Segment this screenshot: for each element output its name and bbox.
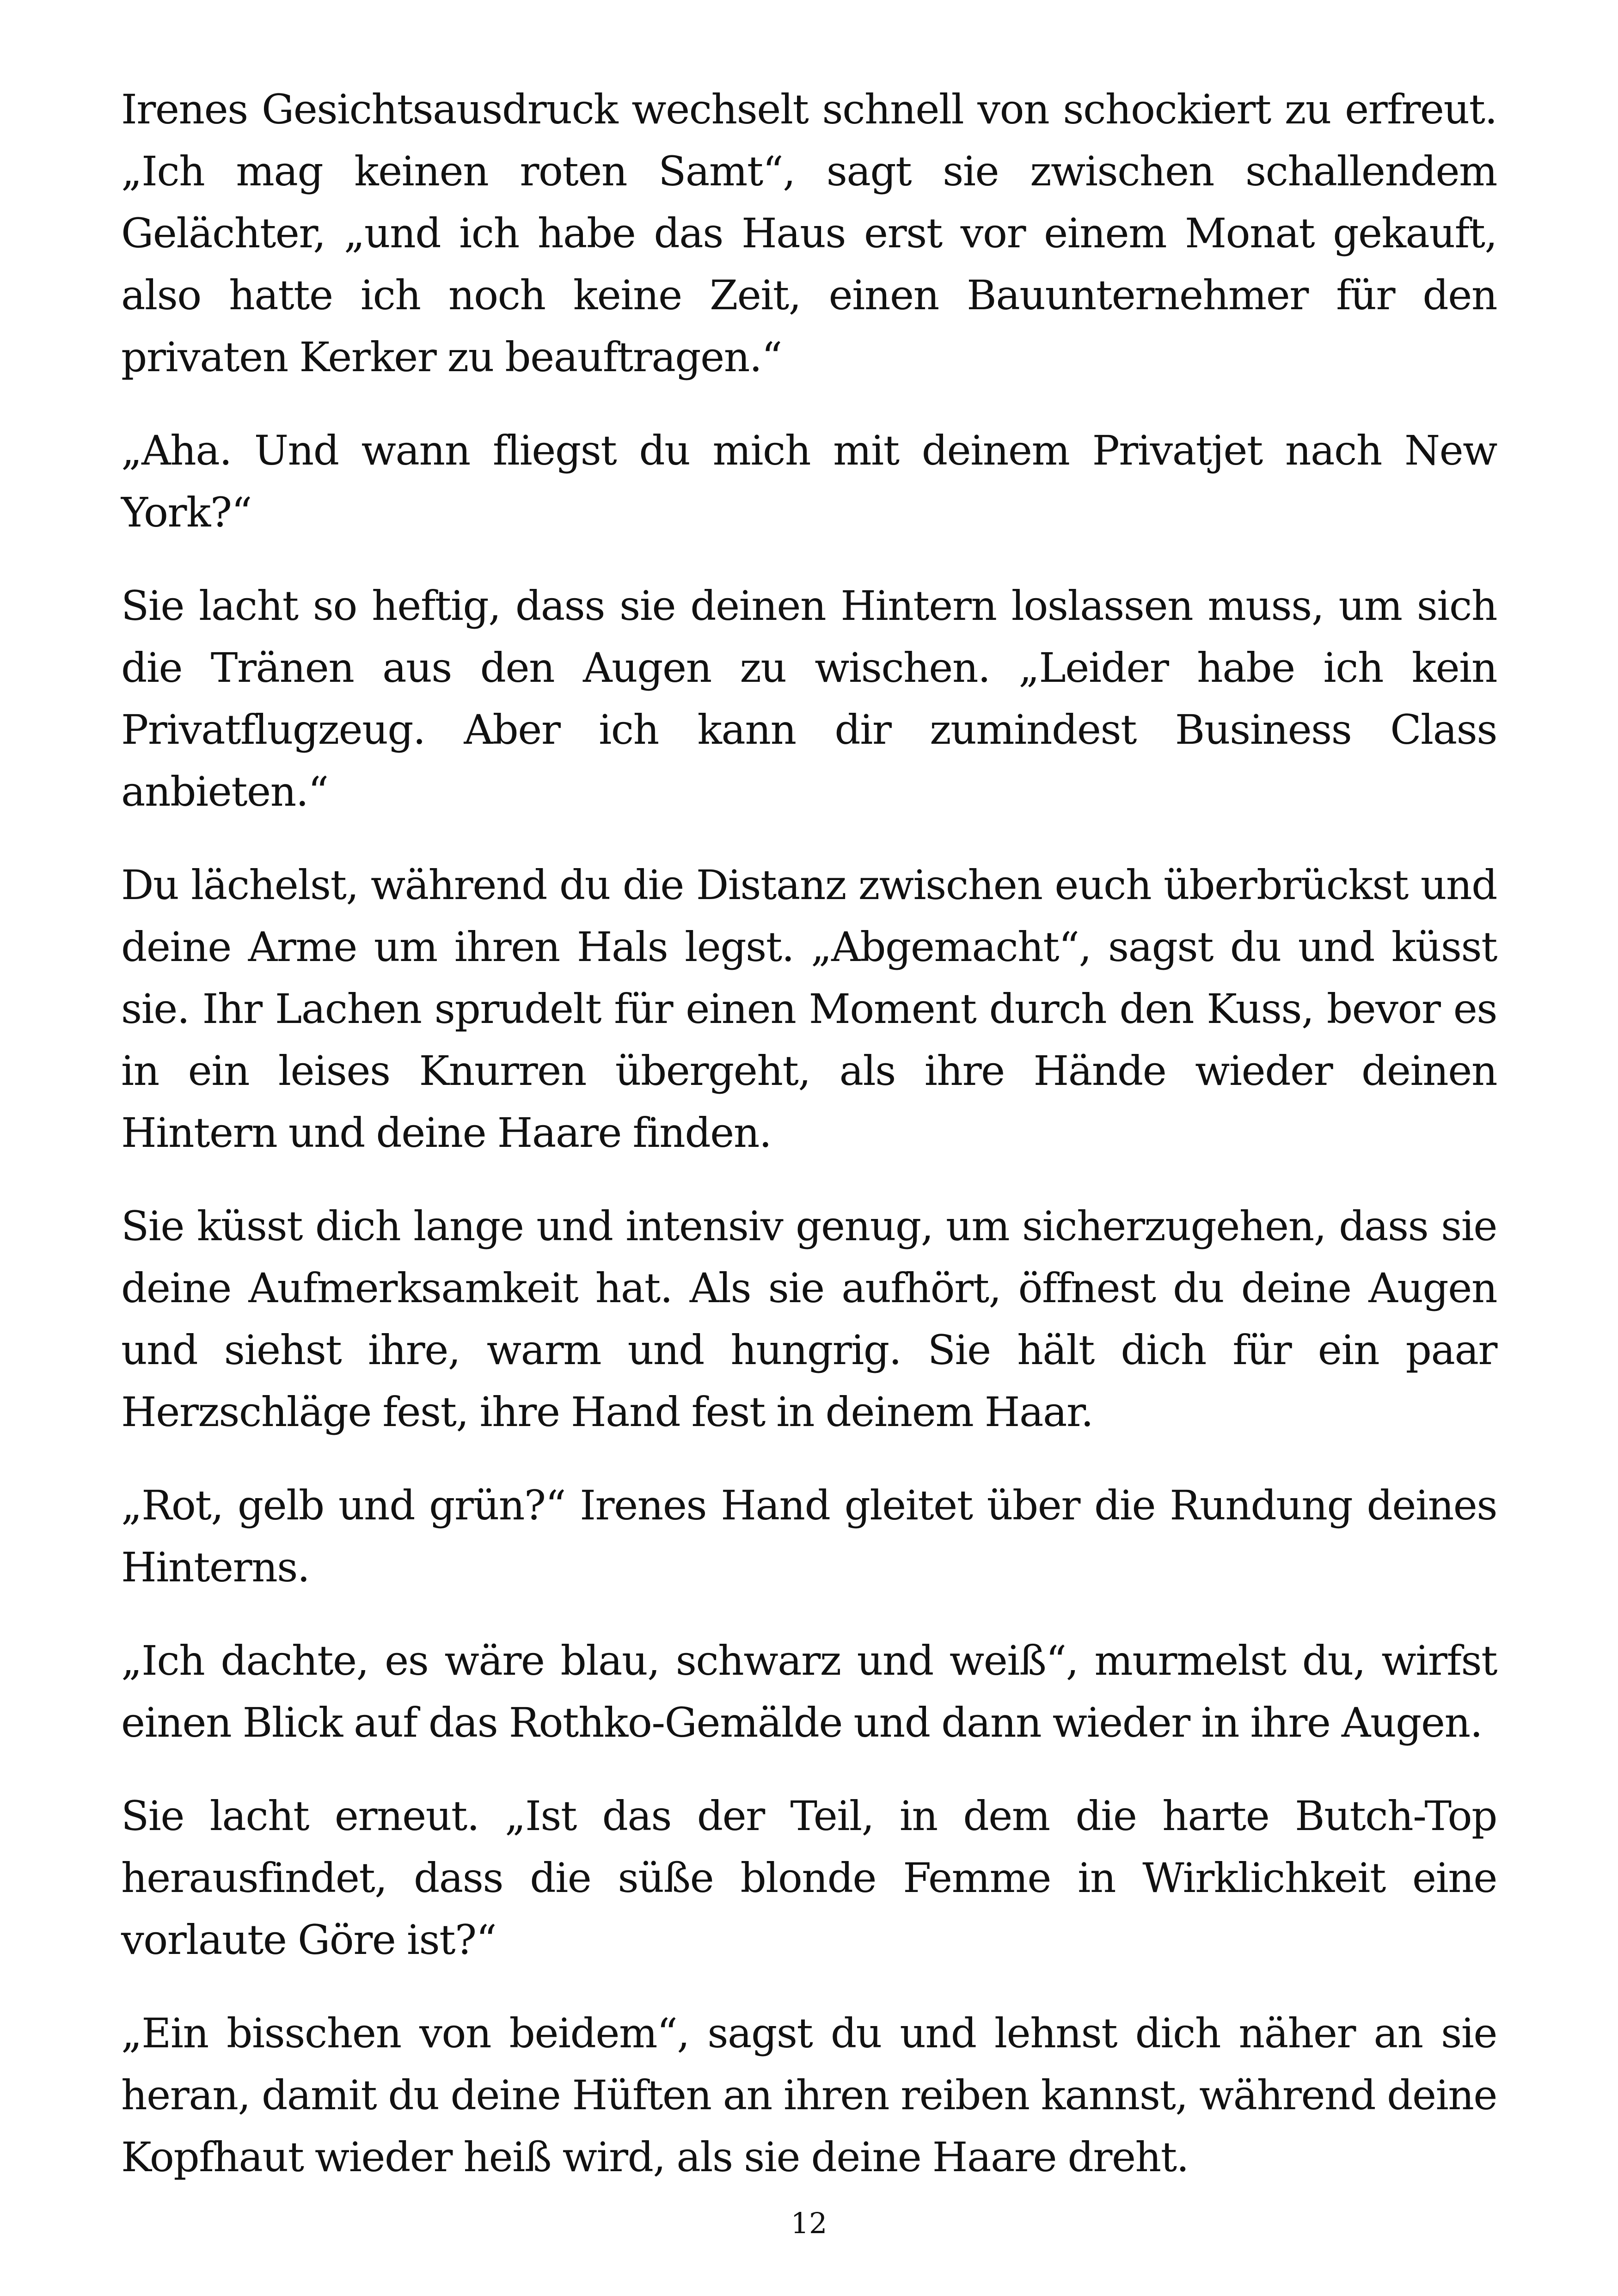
paragraph: „Ein bisschen von beidem“, sagst du und lehnst dich näher an sie heran, damit du deine Hüften an ihren reiben kannst, während deine Kopfhaut wieder heiß wird, als sie deine Haare dreht. [121,2009,1497,2181]
paragraph: „Rot, gelb und grün?“ Irenes Hand gleitet über die Rundung deines Hinterns. [121,1482,1497,1591]
page-number: 12 [791,2206,827,2240]
body-text [121,79,1497,2220]
paragraph: Irenes Gesichtsausdruck wechselt schnell von schockiert zu erfreut. „Ich mag keinen roten Samt“, sagt sie zwischen schallendem Gelächter, „und ich habe das Haus erst vor einem Monat gekauft, also hatte ich noch keine Zeit, einen Bauunternehmer für den privaten Kerker zu beauftragen.“ [121,86,1497,381]
paragraph: Du lächelst, während du die Distanz zwischen euch überbrückst und deine Arme um ihren Hals legst. „Abgemacht“, sagst du und küsst sie. Ihr Lachen sprudelt für einen Moment durch den Kuss, bevor es in ein leises Knurren übergeht, als ihre Hände wieder deinen Hintern und deine Haare finden. [121,861,1497,1157]
paragraph: Sie küsst dich lange und intensiv genug, um sicherzugehen, dass sie deine Aufmerksamkeit hat. Als sie aufhört, öffnest du deine Augen und siehst ihre, warm und hungrig. Sie hält dich für ein paar Herzschläge fest, ihre Hand fest in deinem Haar. [121,1202,1497,1436]
paragraph: Sie lacht erneut. „Ist das der Teil, in dem die harte Butch-Top herausfindet, dass die süße blonde Femme in Wirklichkeit eine vorlaute Göre ist?“ [121,1792,1497,1964]
paragraph: „Ich dachte, es wäre blau, schwarz und weiß“, murmelst du, wirfst einen Blick auf das Rothko-Gemälde und dann wieder in ihre Augen. [121,1637,1497,1746]
paragraph: „Aha. Und wann fliegst du mich mit deinem Privatjet nach New York?“ [121,427,1497,536]
paragraph: Sie lacht so heftig, dass sie deinen Hintern loslassen muss, um sich die Tränen aus den Augen zu wischen. „Leider habe ich kein Privatflugzeug. Aber ich kann dir zumindest Business Class anbieten.“ [121,582,1497,815]
